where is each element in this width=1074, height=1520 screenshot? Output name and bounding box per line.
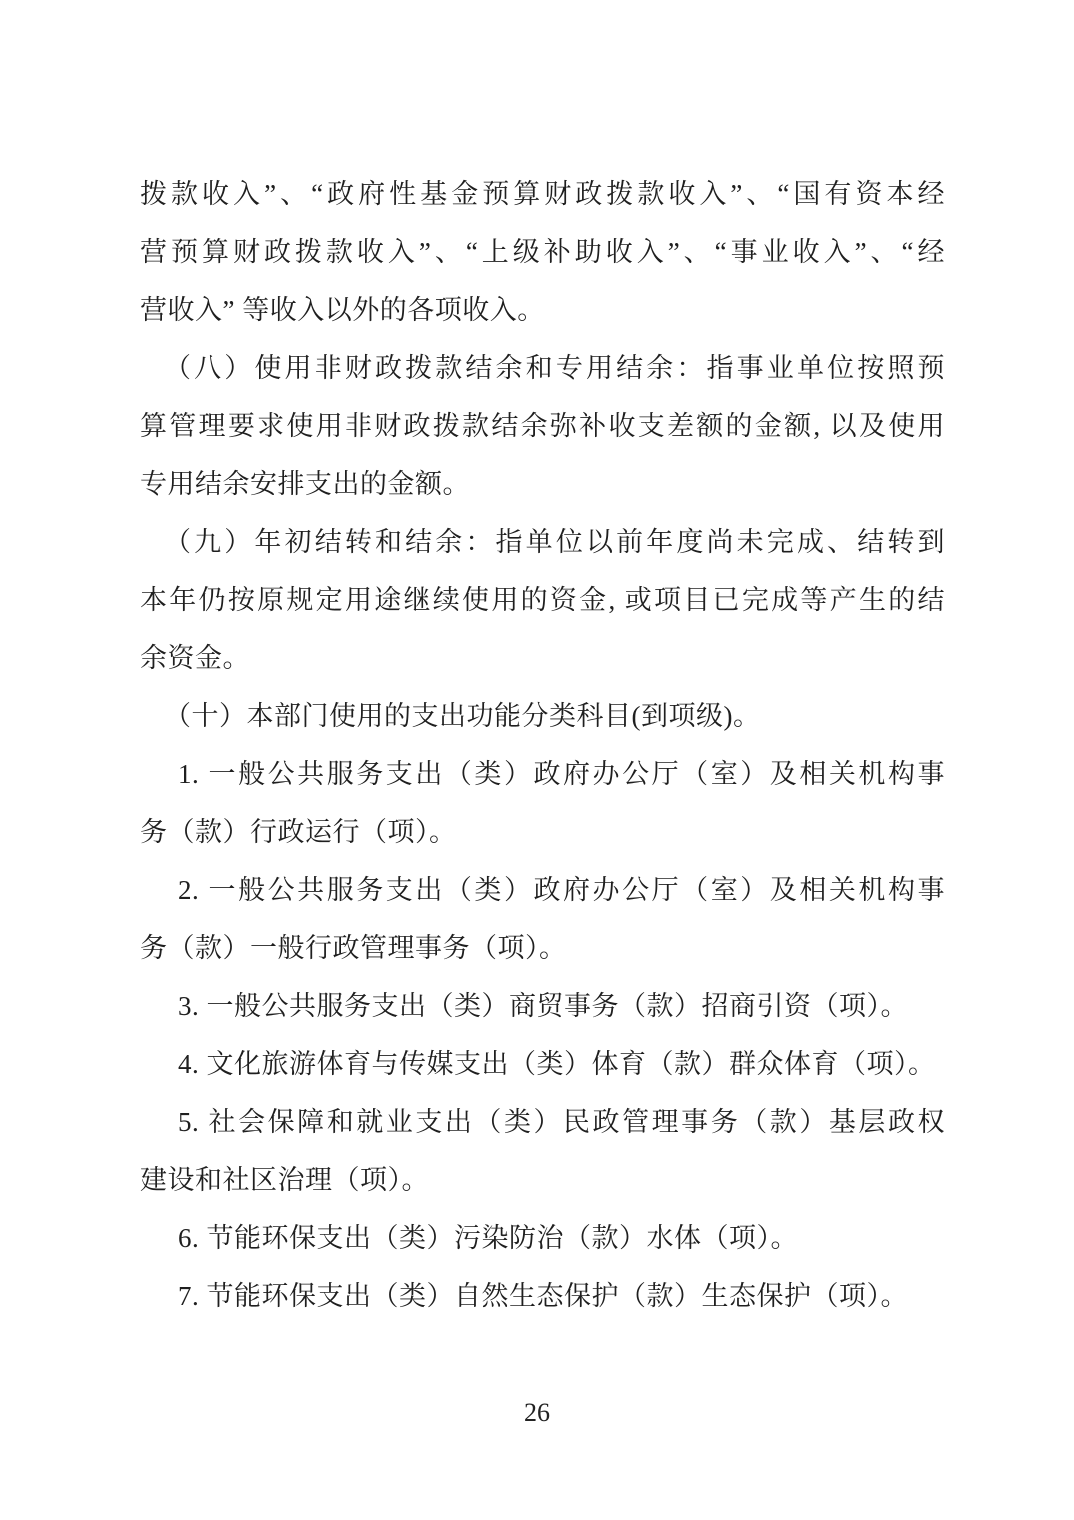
text-line: 余资金。	[140, 643, 250, 673]
text-line: 2. 一般公共服务支出（类）政府办公厅（室）及相关机构事	[178, 875, 945, 905]
text-line: 3. 一般公共服务支出（类）商贸事务（款）招商引资（项）。	[178, 991, 908, 1021]
text-line: 本年仍按原规定用途继续使用的资金, 或项目已完成等产生的结	[140, 585, 945, 615]
text-line: 务（款）一般行政管理事务（项）。	[140, 933, 567, 963]
text-line: 建设和社区治理（项）。	[140, 1165, 429, 1195]
document-body	[140, 165, 945, 1325]
text-line: 1. 一般公共服务支出（类）政府办公厅（室）及相关机构事	[178, 759, 945, 789]
text-line: 营收入” 等收入以外的各项收入。	[140, 295, 545, 325]
text-line: 6. 节能环保支出（类）污染防治（款）水体（项）。	[178, 1223, 798, 1253]
text-line: 务（款）行政运行（项）。	[140, 817, 457, 847]
text-line: 算管理要求使用非财政拨款结余弥补收支差额的金额, 以及使用	[140, 411, 945, 441]
text-line: 营预算财政拨款收入”、“上级补助收入”、“事业收入”、“经	[140, 237, 945, 267]
page-number: 26	[524, 1398, 550, 1427]
text-line: 4. 文化旅游体育与传媒支出（类）体育（款）群众体育（项）。	[178, 1049, 936, 1079]
text-line: 5. 社会保障和就业支出（类）民政管理事务（款）基层政权	[178, 1107, 945, 1137]
text-line: （八）使用非财政拨款结余和专用结余：指事业单位按照预	[164, 353, 945, 383]
text-line: 拨款收入”、“政府性基金预算财政拨款收入”、“国有资本经	[140, 179, 945, 209]
text-line: （九）年初结转和结余：指单位以前年度尚未完成、结转到	[164, 527, 945, 557]
text-line: 7. 节能环保支出（类）自然生态保护（款）生态保护（项）。	[178, 1281, 908, 1311]
text-line: （十）本部门使用的支出功能分类科目(到项级)。	[164, 701, 761, 731]
text-line: 专用结余安排支出的金额。	[140, 469, 470, 499]
